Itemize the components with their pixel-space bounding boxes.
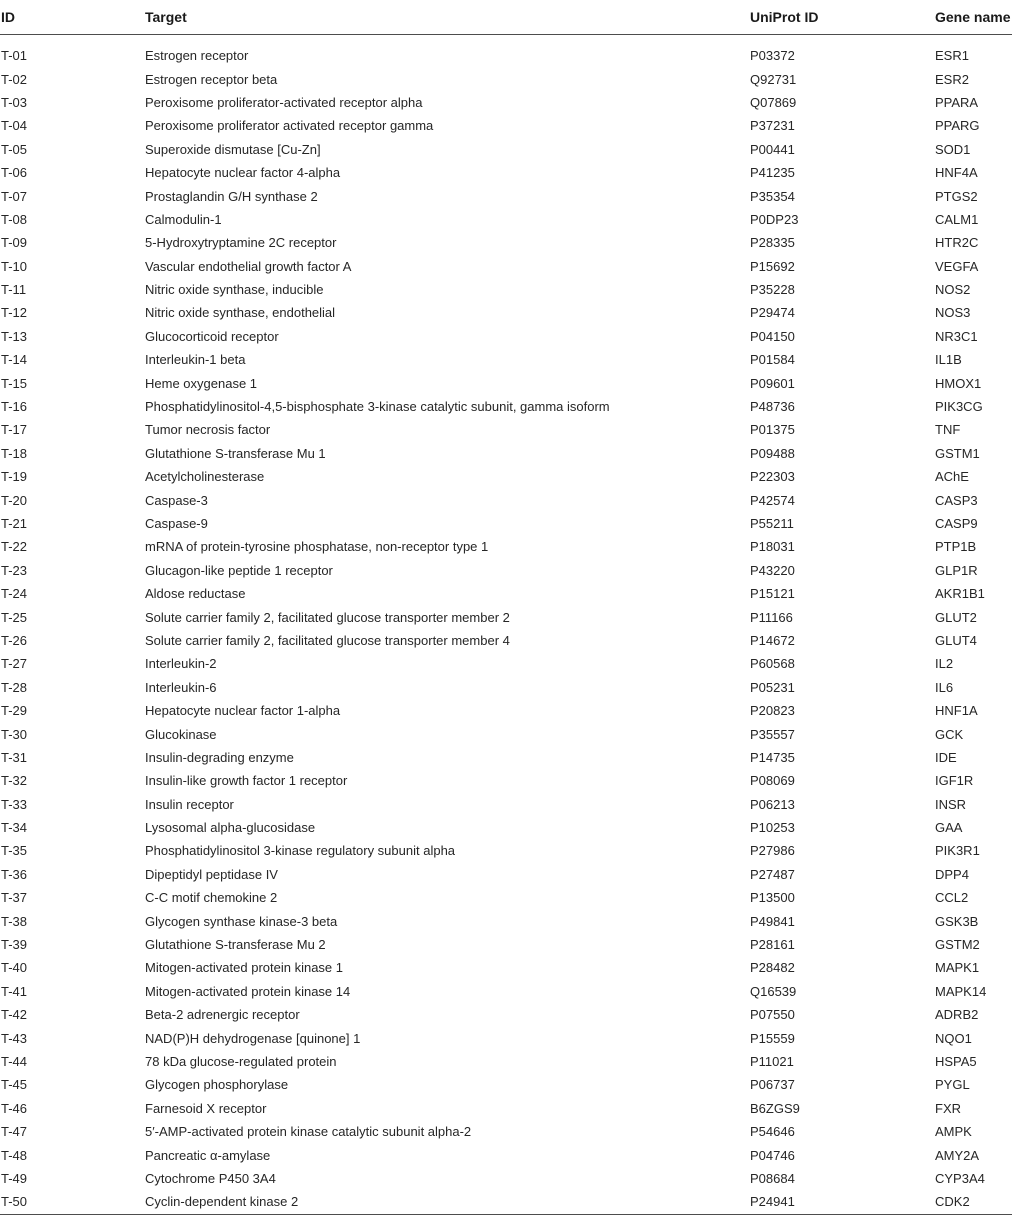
target-cell: Interleukin-1 beta bbox=[145, 352, 246, 368]
target-cell: mRNA of protein-tyrosine phosphatase, non-receptor type 1 bbox=[145, 539, 489, 555]
gene-name-cell: GSTM2 bbox=[935, 937, 980, 953]
table-row bbox=[0, 465, 1012, 488]
id-cell: T-50 bbox=[0, 1190, 145, 1214]
id-cell: T-19 bbox=[1, 469, 28, 485]
target-cell: Peroxisome proliferator-activated receptor alpha bbox=[145, 94, 423, 110]
gene-name-cell: MAPK14 bbox=[935, 983, 987, 999]
gene-name-cell: CASP3 bbox=[935, 492, 978, 508]
gene-name-cell: NOS3 bbox=[935, 305, 971, 321]
uniprot-id-cell: P03372 bbox=[750, 48, 795, 64]
uniprot-id-cell: P01584 bbox=[750, 352, 795, 368]
uniprot-id-cell: P06737 bbox=[750, 1077, 795, 1093]
table-row bbox=[0, 629, 1012, 652]
target-cell: Lysosomal alpha-glucosidase bbox=[145, 820, 316, 836]
target-cell: Cytochrome P450 3A4 bbox=[145, 1170, 276, 1186]
table-row bbox=[0, 255, 1012, 278]
target-cell: Peroxisome proliferator activated receptor gamma bbox=[145, 118, 434, 134]
uniprot-id-cell: P28161 bbox=[750, 937, 795, 953]
target-cell: Nitric oxide synthase, inducible bbox=[145, 282, 324, 298]
id-cell: T-32 bbox=[1, 773, 28, 789]
uniprot-id-cell: P28335 bbox=[750, 235, 795, 251]
id-cell: T-33 bbox=[1, 796, 28, 812]
table-row bbox=[0, 67, 1012, 90]
gene-name-cell: TNF bbox=[935, 422, 961, 438]
gene-name-cell: DPP4 bbox=[935, 866, 969, 882]
id-cell: T-46 bbox=[1, 1100, 28, 1116]
table-row bbox=[0, 301, 1012, 324]
target-cell: Tumor necrosis factor bbox=[145, 422, 271, 438]
uniprot-id-cell: P49841 bbox=[750, 913, 795, 929]
id-cell: T-11 bbox=[1, 282, 27, 298]
uniprot-id-cell: B6ZGS9 bbox=[750, 1100, 800, 1116]
uniprot-id-cell: P14672 bbox=[750, 632, 795, 648]
gene-name-cell: IL6 bbox=[935, 679, 954, 695]
table-row bbox=[0, 395, 1012, 418]
table-row bbox=[0, 488, 1012, 511]
gene-name-cell: IGF1R bbox=[935, 773, 974, 789]
gene-name-cell: IL2 bbox=[935, 656, 954, 672]
id-cell: T-49 bbox=[1, 1170, 28, 1186]
table-row bbox=[0, 348, 1012, 371]
uniprot-id-cell: P04746 bbox=[750, 1147, 795, 1163]
gene-name-cell: SOD1 bbox=[935, 141, 971, 157]
target-cell: Phosphatidylinositol-4,5-bisphosphate 3-kinase catalytic subunit, gamma isoform bbox=[145, 399, 610, 415]
id-cell: T-15 bbox=[1, 375, 28, 391]
id-cell: T-40 bbox=[1, 960, 28, 976]
uniprot-id-cell: P05231 bbox=[750, 679, 795, 695]
uniprot-id-cell: P11021 bbox=[750, 1053, 794, 1069]
target-cell: Mitogen-activated protein kinase 14 bbox=[145, 983, 351, 999]
target-cell: Estrogen receptor bbox=[145, 48, 249, 64]
target-cell: Solute carrier family 2, facilitated glucose transporter member 4 bbox=[145, 632, 510, 648]
id-cell: T-14 bbox=[1, 352, 28, 368]
id-cell: T-37 bbox=[1, 890, 28, 906]
target-cell: Insulin-degrading enzyme bbox=[145, 749, 294, 765]
id-cell: T-17 bbox=[1, 422, 28, 438]
column-header-gene-name: Gene name bbox=[935, 0, 1012, 35]
uniprot-id-cell: P07550 bbox=[750, 1007, 795, 1023]
column-header-id: ID bbox=[0, 0, 145, 35]
uniprot-id-cell: P20823 bbox=[750, 703, 795, 719]
target-cell: Hepatocyte nuclear factor 4-alpha bbox=[145, 165, 341, 181]
gene-name-cell: NQO1 bbox=[935, 1030, 972, 1046]
id-cell: T-44 bbox=[1, 1053, 28, 1069]
gene-name-cell: IDE bbox=[935, 749, 957, 765]
id-cell: T-23 bbox=[1, 562, 28, 578]
id-cell: T-07 bbox=[1, 188, 28, 204]
gene-name-cell: HTR2C bbox=[935, 235, 979, 251]
table-row bbox=[0, 769, 1012, 792]
table-row bbox=[0, 91, 1012, 114]
uniprot-id-cell: P15692 bbox=[750, 258, 795, 274]
id-cell: T-16 bbox=[1, 399, 28, 415]
id-cell: T-43 bbox=[1, 1030, 28, 1046]
uniprot-id-cell: Q92731 bbox=[750, 71, 797, 87]
gene-name-cell: NOS2 bbox=[935, 282, 971, 298]
id-cell: T-26 bbox=[1, 632, 28, 648]
table-row bbox=[0, 35, 1012, 68]
table-row bbox=[0, 1026, 1012, 1049]
table-row bbox=[0, 793, 1012, 816]
id-cell: T-04 bbox=[1, 118, 28, 134]
id-cell: T-09 bbox=[1, 235, 28, 251]
gene-name-cell: PIK3R1 bbox=[935, 843, 980, 859]
gene-name-cell: GCK bbox=[935, 726, 964, 742]
table-row bbox=[0, 839, 1012, 862]
table-row bbox=[0, 863, 1012, 886]
uniprot-id-cell: P11166 bbox=[750, 609, 793, 625]
target-cell: Glutathione S-transferase Mu 2 bbox=[145, 937, 326, 953]
table-row bbox=[0, 512, 1012, 535]
uniprot-id-cell: P00441 bbox=[750, 141, 795, 157]
target-cell: Glutathione S-transferase Mu 1 bbox=[145, 445, 326, 461]
target-cell: Acetylcholinesterase bbox=[145, 469, 265, 485]
gene-name-cell: PPARA bbox=[935, 94, 979, 110]
uniprot-id-cell: P27986 bbox=[750, 843, 795, 859]
gene-name-cell: HNF4A bbox=[935, 165, 978, 181]
id-cell: T-34 bbox=[1, 820, 28, 836]
uniprot-id-cell: P28482 bbox=[750, 960, 795, 976]
uniprot-id-cell: P15121 bbox=[750, 586, 795, 602]
table-row bbox=[0, 535, 1012, 558]
target-cell: Farnesoid X receptor bbox=[145, 1100, 267, 1116]
id-cell: T-31 bbox=[1, 749, 28, 765]
target-cell: Heme oxygenase 1 bbox=[145, 375, 258, 391]
uniprot-id-cell: P15559 bbox=[750, 1030, 795, 1046]
id-cell: T-22 bbox=[1, 539, 28, 555]
id-cell: T-06 bbox=[1, 165, 28, 181]
uniprot-id-cell: P22303 bbox=[750, 469, 795, 485]
table-row bbox=[0, 933, 1012, 956]
uniprot-id-cell: P60568 bbox=[750, 656, 795, 672]
uniprot-id-cell: P0DP23 bbox=[750, 211, 799, 227]
column-header-uniprot-id: UniProt ID bbox=[750, 0, 935, 35]
target-cell: Glucokinase bbox=[145, 726, 217, 742]
uniprot-id-cell: P55211 bbox=[750, 516, 794, 531]
gene-name-cell: AChE bbox=[935, 469, 969, 485]
table-header bbox=[0, 0, 1012, 35]
uniprot-id-cell: P13500 bbox=[750, 890, 795, 906]
target-cell: Cyclin-dependent kinase 2 bbox=[145, 1190, 750, 1214]
table-row bbox=[0, 980, 1012, 1003]
gene-name-cell: CYP3A4 bbox=[935, 1170, 985, 1186]
target-cell: Vascular endothelial growth factor A bbox=[145, 258, 352, 274]
table-row bbox=[0, 956, 1012, 979]
table-row bbox=[0, 746, 1012, 769]
target-cell: Glycogen phosphorylase bbox=[145, 1077, 289, 1093]
target-cell: Hepatocyte nuclear factor 1-alpha bbox=[145, 703, 341, 719]
gene-name-cell: GLUT2 bbox=[935, 609, 977, 625]
table-body bbox=[0, 35, 1012, 1215]
gene-name-cell: ADRB2 bbox=[935, 1007, 979, 1023]
target-cell: Dipeptidyl peptidase IV bbox=[145, 866, 278, 882]
id-cell: T-45 bbox=[1, 1077, 28, 1093]
uniprot-id-cell: P42574 bbox=[750, 492, 795, 508]
id-cell: T-38 bbox=[1, 913, 28, 929]
table-row bbox=[0, 605, 1012, 628]
target-cell: Mitogen-activated protein kinase 1 bbox=[145, 960, 344, 976]
gene-name-cell: VEGFA bbox=[935, 258, 979, 274]
table-row bbox=[0, 1120, 1012, 1143]
target-cell: Glucagon-like peptide 1 receptor bbox=[145, 562, 333, 578]
uniprot-id-cell: P48736 bbox=[750, 399, 795, 415]
target-cell: Pancreatic α-amylase bbox=[145, 1147, 271, 1163]
target-cell: 5′-AMP-activated protein kinase catalytic subunit alpha-2 bbox=[145, 1124, 472, 1140]
id-cell: T-08 bbox=[1, 211, 28, 227]
target-cell: Insulin receptor bbox=[145, 796, 234, 812]
id-cell: T-13 bbox=[1, 328, 28, 344]
table-row bbox=[0, 559, 1012, 582]
table-row bbox=[0, 816, 1012, 839]
uniprot-id-cell: P08684 bbox=[750, 1170, 795, 1186]
table-row bbox=[0, 722, 1012, 745]
table-row bbox=[0, 114, 1012, 137]
uniprot-id-cell: P09601 bbox=[750, 375, 795, 391]
id-cell: T-41 bbox=[1, 983, 28, 999]
uniprot-id-cell: P09488 bbox=[750, 445, 795, 461]
gene-name-cell: CALM1 bbox=[935, 211, 979, 227]
target-cell: Caspase-3 bbox=[145, 492, 208, 508]
target-cell: C-C motif chemokine 2 bbox=[145, 890, 278, 906]
target-cell: Solute carrier family 2, facilitated glucose transporter member 2 bbox=[145, 609, 510, 625]
gene-name-cell: PPARG bbox=[935, 118, 980, 134]
table-row bbox=[0, 1167, 1012, 1190]
uniprot-id-cell: P35557 bbox=[750, 726, 795, 742]
gene-name-cell: CDK2 bbox=[935, 1190, 1012, 1214]
gene-name-cell: HSPA5 bbox=[935, 1053, 977, 1069]
id-cell: T-12 bbox=[1, 305, 28, 321]
table-row bbox=[0, 231, 1012, 254]
gene-name-cell: PYGL bbox=[935, 1077, 970, 1093]
table-row bbox=[0, 138, 1012, 161]
table-row bbox=[0, 909, 1012, 932]
table-row bbox=[0, 278, 1012, 301]
target-cell: Calmodulin-1 bbox=[145, 211, 222, 227]
id-cell: T-02 bbox=[1, 71, 28, 87]
target-cell: Insulin-like growth factor 1 receptor bbox=[145, 773, 348, 789]
uniprot-id-cell: P24941 bbox=[750, 1190, 935, 1214]
id-cell: T-39 bbox=[1, 937, 28, 953]
target-cell: Superoxide dismutase [Cu-Zn] bbox=[145, 141, 321, 157]
id-cell: T-48 bbox=[1, 1147, 28, 1163]
table-row bbox=[0, 161, 1012, 184]
gene-name-cell: HNF1A bbox=[935, 703, 978, 719]
table-row bbox=[0, 371, 1012, 394]
id-cell: T-25 bbox=[1, 609, 28, 625]
gene-name-cell: GLP1R bbox=[935, 562, 978, 578]
id-cell: T-28 bbox=[1, 679, 28, 695]
id-cell: T-36 bbox=[1, 866, 28, 882]
gene-name-cell: AMY2A bbox=[935, 1147, 980, 1163]
table-row bbox=[0, 325, 1012, 348]
uniprot-id-cell: P10253 bbox=[750, 820, 795, 836]
table-row bbox=[0, 699, 1012, 722]
uniprot-id-cell: P35354 bbox=[750, 188, 795, 204]
id-cell: T-35 bbox=[1, 843, 28, 859]
table-row bbox=[0, 1097, 1012, 1120]
table-row bbox=[0, 1050, 1012, 1073]
uniprot-id-cell: P35228 bbox=[750, 282, 795, 298]
uniprot-id-cell: P37231 bbox=[750, 118, 795, 134]
gene-name-cell: GSK3B bbox=[935, 913, 979, 929]
target-cell: Nitric oxide synthase, endothelial bbox=[145, 305, 336, 321]
target-cell: Aldose reductase bbox=[145, 586, 246, 602]
id-cell: T-18 bbox=[1, 445, 28, 461]
gene-name-cell: IL1B bbox=[935, 352, 962, 368]
gene-name-cell: PTGS2 bbox=[935, 188, 978, 204]
gene-name-cell: PTP1B bbox=[935, 539, 977, 555]
uniprot-id-cell: P41235 bbox=[750, 165, 795, 181]
gene-name-cell: CASP9 bbox=[935, 516, 978, 531]
id-cell: T-47 bbox=[1, 1124, 28, 1140]
target-cell: 78 kDa glucose-regulated protein bbox=[145, 1053, 337, 1069]
id-cell: T-21 bbox=[1, 516, 28, 531]
gene-name-cell: GAA bbox=[935, 820, 963, 836]
uniprot-id-cell: P14735 bbox=[750, 749, 795, 765]
table-row bbox=[0, 184, 1012, 207]
table-row bbox=[0, 886, 1012, 909]
uniprot-id-cell: Q16539 bbox=[750, 983, 797, 999]
id-cell: T-30 bbox=[1, 726, 28, 742]
uniprot-id-cell: P29474 bbox=[750, 305, 795, 321]
uniprot-id-cell: P01375 bbox=[750, 422, 795, 438]
target-cell: NAD(P)H dehydrogenase [quinone] 1 bbox=[145, 1030, 361, 1046]
table-row bbox=[0, 582, 1012, 605]
uniprot-id-cell: P06213 bbox=[750, 796, 795, 812]
target-cell: Caspase-9 bbox=[145, 516, 208, 531]
gene-name-cell: CCL2 bbox=[935, 890, 969, 906]
header-row bbox=[0, 0, 1012, 35]
gene-name-cell: PIK3CG bbox=[935, 399, 983, 415]
id-cell: T-29 bbox=[1, 703, 28, 719]
id-cell: T-24 bbox=[1, 586, 28, 602]
target-cell: Glycogen synthase kinase-3 beta bbox=[145, 913, 338, 929]
gene-name-cell: MAPK1 bbox=[935, 960, 980, 976]
table-row bbox=[0, 442, 1012, 465]
gene-name-cell: ESR2 bbox=[935, 71, 969, 87]
table-row bbox=[0, 676, 1012, 699]
table-row bbox=[0, 1003, 1012, 1026]
id-cell: T-42 bbox=[1, 1007, 28, 1023]
target-cell: Interleukin-6 bbox=[145, 679, 217, 695]
table-row bbox=[0, 418, 1012, 441]
gene-name-cell: AKR1B1 bbox=[935, 586, 985, 602]
table-row bbox=[0, 208, 1012, 231]
table-row bbox=[0, 652, 1012, 675]
target-cell: 5-Hydroxytryptamine 2C receptor bbox=[145, 235, 337, 251]
id-cell: T-20 bbox=[1, 492, 28, 508]
target-cell: Glucocorticoid receptor bbox=[145, 328, 279, 344]
gene-name-cell: AMPK bbox=[935, 1124, 972, 1140]
table-row bbox=[0, 1073, 1012, 1096]
id-cell: T-10 bbox=[1, 258, 28, 274]
gene-name-cell: ESR1 bbox=[935, 48, 969, 64]
uniprot-id-cell: P08069 bbox=[750, 773, 795, 789]
table-row bbox=[0, 1190, 1012, 1214]
gene-name-cell: FXR bbox=[935, 1100, 961, 1116]
target-cell: Estrogen receptor beta bbox=[145, 71, 278, 87]
id-cell: T-03 bbox=[1, 94, 28, 110]
uniprot-id-cell: P27487 bbox=[750, 866, 795, 882]
gene-name-cell: INSR bbox=[935, 796, 967, 812]
gene-name-cell: HMOX1 bbox=[935, 375, 982, 391]
id-cell: T-27 bbox=[1, 656, 28, 672]
target-cell: Interleukin-2 bbox=[145, 656, 217, 672]
target-cell: Phosphatidylinositol 3-kinase regulatory subunit alpha bbox=[145, 843, 456, 859]
id-cell: T-01 bbox=[1, 48, 28, 64]
uniprot-id-cell: P43220 bbox=[750, 562, 795, 578]
uniprot-id-cell: P54646 bbox=[750, 1124, 795, 1140]
target-cell: Prostaglandin G/H synthase 2 bbox=[145, 188, 318, 204]
column-header-target: Target bbox=[145, 0, 750, 35]
uniprot-id-cell: Q07869 bbox=[750, 94, 797, 110]
table-row bbox=[0, 1143, 1012, 1166]
gene-name-cell: GSTM1 bbox=[935, 445, 980, 461]
gene-name-cell: NR3C1 bbox=[935, 328, 978, 344]
id-cell: T-05 bbox=[1, 141, 28, 157]
uniprot-id-cell: P04150 bbox=[750, 328, 795, 344]
gene-name-cell: GLUT4 bbox=[935, 632, 977, 648]
target-cell: Beta-2 adrenergic receptor bbox=[145, 1007, 300, 1023]
uniprot-id-cell: P18031 bbox=[750, 539, 795, 555]
